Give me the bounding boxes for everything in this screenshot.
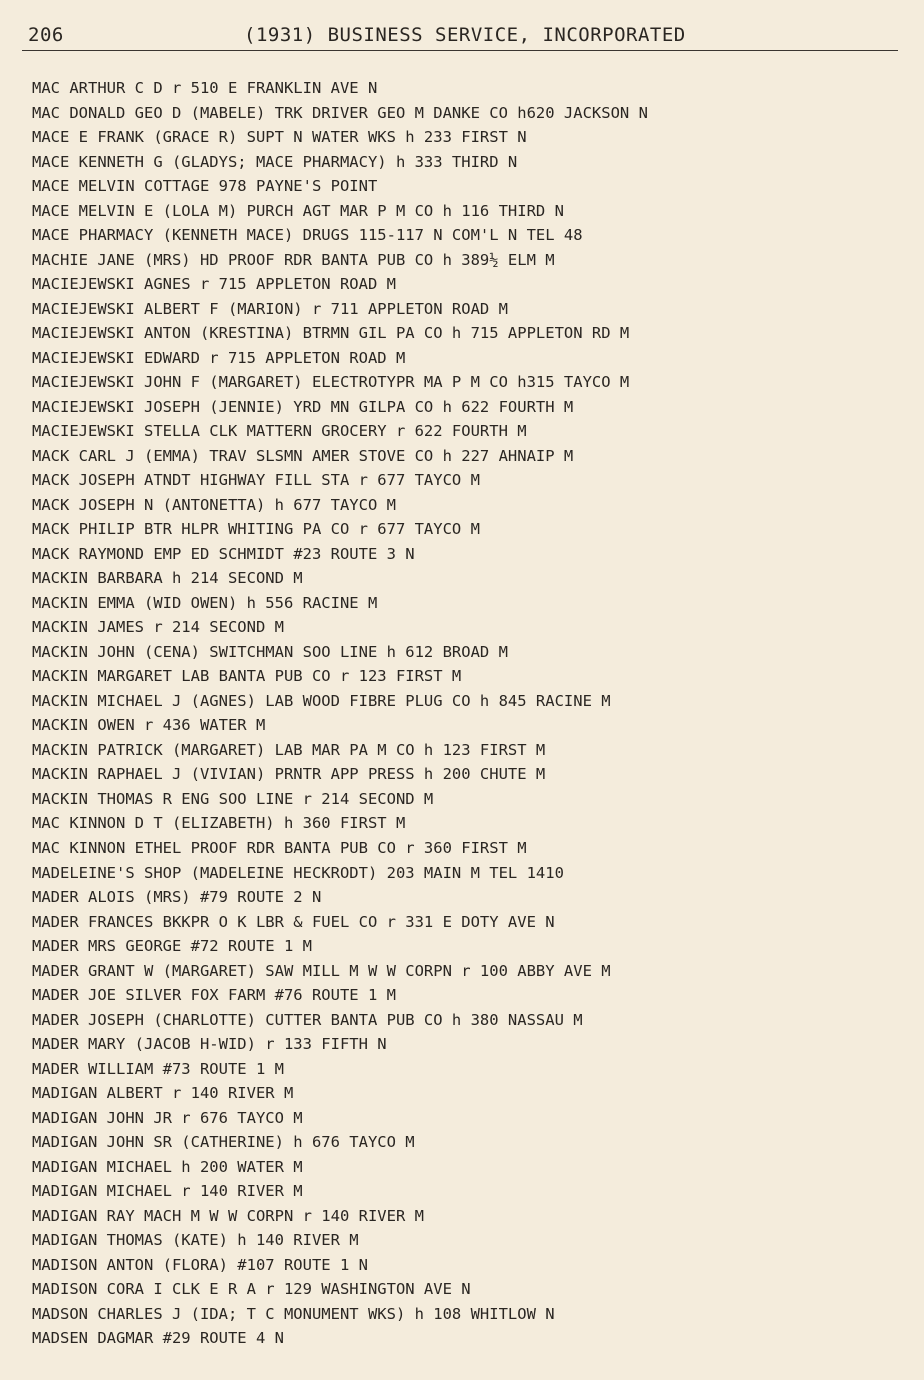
page-number: 206 bbox=[28, 24, 64, 46]
directory-entry: MAC DONALD GEO D (MABELE) TRK DRIVER GEO M DANKE CO h620 JACKSON N bbox=[32, 103, 648, 122]
directory-entry: MADIGAN MICHAEL h 200 WATER M bbox=[32, 1157, 303, 1176]
directory-entry: MACK RAYMOND EMP ED SCHMIDT #23 ROUTE 3 N bbox=[32, 544, 415, 563]
directory-entry: MACKIN MICHAEL J (AGNES) LAB WOOD FIBRE PLUG CO h 845 RACINE M bbox=[32, 691, 611, 710]
directory-entry: MACKIN RAPHAEL J (VIVIAN) PRNTR APP PRESS h 200 CHUTE M bbox=[32, 765, 546, 784]
directory-entry: MADER JOE SILVER FOX FARM #76 ROUTE 1 M bbox=[32, 986, 396, 1005]
directory-entry: MADIGAN THOMAS (KATE) h 140 RIVER M bbox=[32, 1231, 359, 1250]
directory-entry: MACE PHARMACY (KENNETH MACE) DRUGS 115-117 N COM'L N TEL 48 bbox=[32, 226, 583, 245]
directory-entry: MACKIN OWEN r 436 WATER M bbox=[32, 716, 266, 735]
directory-entry: MACKIN JAMES r 214 SECOND M bbox=[32, 618, 284, 637]
directory-entry: MADIGAN RAY MACH M W W CORPN r 140 RIVER M bbox=[32, 1206, 424, 1225]
directory-entry: MACIEJEWSKI JOHN F (MARGARET) ELECTROTYPR MA P M CO h315 TAYCO M bbox=[32, 373, 630, 392]
directory-entry: MADSEN DAGMAR #29 ROUTE 4 N bbox=[32, 1329, 284, 1348]
directory-entry: MACKIN MARGARET LAB BANTA PUB CO r 123 FIRST M bbox=[32, 667, 462, 686]
directory-entry: MACKIN BARBARA h 214 SECOND M bbox=[32, 569, 303, 588]
directory-entry: MADISON ANTON (FLORA) #107 ROUTE 1 N bbox=[32, 1255, 368, 1274]
directory-entry: MACIEJEWSKI STELLA CLK MATTERN GROCERY r 622 FOURTH M bbox=[32, 422, 527, 441]
directory-entry: MACKIN THOMAS R ENG SOO LINE r 214 SECOND M bbox=[32, 789, 434, 808]
directory-entry: MAC KINNON D T (ELIZABETH) h 360 FIRST M bbox=[32, 814, 406, 833]
directory-entry: MADER JOSEPH (CHARLOTTE) CUTTER BANTA PUB CO h 380 NASSAU M bbox=[32, 1010, 583, 1029]
directory-entry: MACIEJEWSKI EDWARD r 715 APPLETON ROAD M bbox=[32, 348, 406, 367]
directory-entry: MADER MARY (JACOB H-WID) r 133 FIFTH N bbox=[32, 1035, 387, 1054]
directory-entry: MADIGAN ALBERT r 140 RIVER M bbox=[32, 1084, 294, 1103]
directory-entry: MACK CARL J (EMMA) TRAV SLSMN AMER STOVE CO h 227 AHNAIP M bbox=[32, 446, 574, 465]
directory-entry: MACHIE JANE (MRS) HD PROOF RDR BANTA PUB CO h 389½ ELM M bbox=[32, 250, 555, 269]
directory-entry: MADISON CORA I CLK E R A r 129 WASHINGTON AVE N bbox=[32, 1280, 471, 1299]
directory-entry: MACK JOSEPH N (ANTONETTA) h 677 TAYCO M bbox=[32, 495, 396, 514]
directory-entry: MACKIN JOHN (CENA) SWITCHMAN SOO LINE h 612 BROAD M bbox=[32, 642, 508, 661]
directory-entry: MACKIN PATRICK (MARGARET) LAB MAR PA M CO h 123 FIRST M bbox=[32, 740, 546, 759]
directory-entry: MACK JOSEPH ATNDT HIGHWAY FILL STA r 677 TAYCO M bbox=[32, 471, 480, 490]
directory-listings bbox=[32, 76, 904, 1351]
directory-entry: MADIGAN JOHN JR r 676 TAYCO M bbox=[32, 1108, 303, 1127]
directory-entry: MACE MELVIN COTTAGE 978 PAYNE'S POINT bbox=[32, 177, 378, 196]
header-rule bbox=[22, 50, 898, 51]
directory-entry: MACIEJEWSKI ALBERT F (MARION) r 711 APPLETON ROAD M bbox=[32, 299, 508, 318]
directory-entry: MACIEJEWSKI JOSEPH (JENNIE) YRD MN GILPA CO h 622 FOURTH M bbox=[32, 397, 574, 416]
directory-entry: MAC ARTHUR C D r 510 E FRANKLIN AVE N bbox=[32, 79, 378, 97]
directory-entry: MACE E FRANK (GRACE R) SUPT N WATER WKS h 233 FIRST N bbox=[32, 128, 527, 147]
directory-entry: MADELEINE'S SHOP (MADELEINE HECKRODT) 203 MAIN M TEL 1410 bbox=[32, 863, 564, 882]
directory-entry: MADER WILLIAM #73 ROUTE 1 M bbox=[32, 1059, 284, 1078]
directory-entry: MACIEJEWSKI ANTON (KRESTINA) BTRMN GIL PA CO h 715 APPLETON RD M bbox=[32, 324, 630, 343]
directory-entry: MADSON CHARLES J (IDA; T C MONUMENT WKS) h 108 WHITLOW N bbox=[32, 1304, 555, 1323]
directory-entry: MAC KINNON ETHEL PROOF RDR BANTA PUB CO r 360 FIRST M bbox=[32, 838, 527, 857]
header-title: (1931) BUSINESS SERVICE, INCORPORATED bbox=[244, 24, 686, 46]
directory-entry: MACKIN EMMA (WID OWEN) h 556 RACINE M bbox=[32, 593, 378, 612]
directory-entry: MACE MELVIN E (LOLA M) PURCH AGT MAR P M CO h 116 THIRD N bbox=[32, 201, 564, 220]
directory-entry: MACK PHILIP BTR HLPR WHITING PA CO r 677 TAYCO M bbox=[32, 520, 480, 539]
directory-entry: MACIEJEWSKI AGNES r 715 APPLETON ROAD M bbox=[32, 275, 396, 294]
directory-entry: MADER ALOIS (MRS) #79 ROUTE 2 N bbox=[32, 888, 322, 907]
directory-entry: MADIGAN JOHN SR (CATHERINE) h 676 TAYCO M bbox=[32, 1133, 415, 1152]
directory-entry: MADER GRANT W (MARGARET) SAW MILL M W W CORPN r 100 ABBY AVE M bbox=[32, 961, 611, 980]
directory-entry: MADIGAN MICHAEL r 140 RIVER M bbox=[32, 1182, 303, 1201]
directory-entry: MADER FRANCES BKKPR O K LBR & FUEL CO r 331 E DOTY AVE N bbox=[32, 912, 555, 931]
directory-entry: MADER MRS GEORGE #72 ROUTE 1 M bbox=[32, 937, 312, 956]
directory-entry: MACE KENNETH G (GLADYS; MACE PHARMACY) h 333 THIRD N bbox=[32, 152, 518, 171]
page-header bbox=[28, 22, 898, 48]
